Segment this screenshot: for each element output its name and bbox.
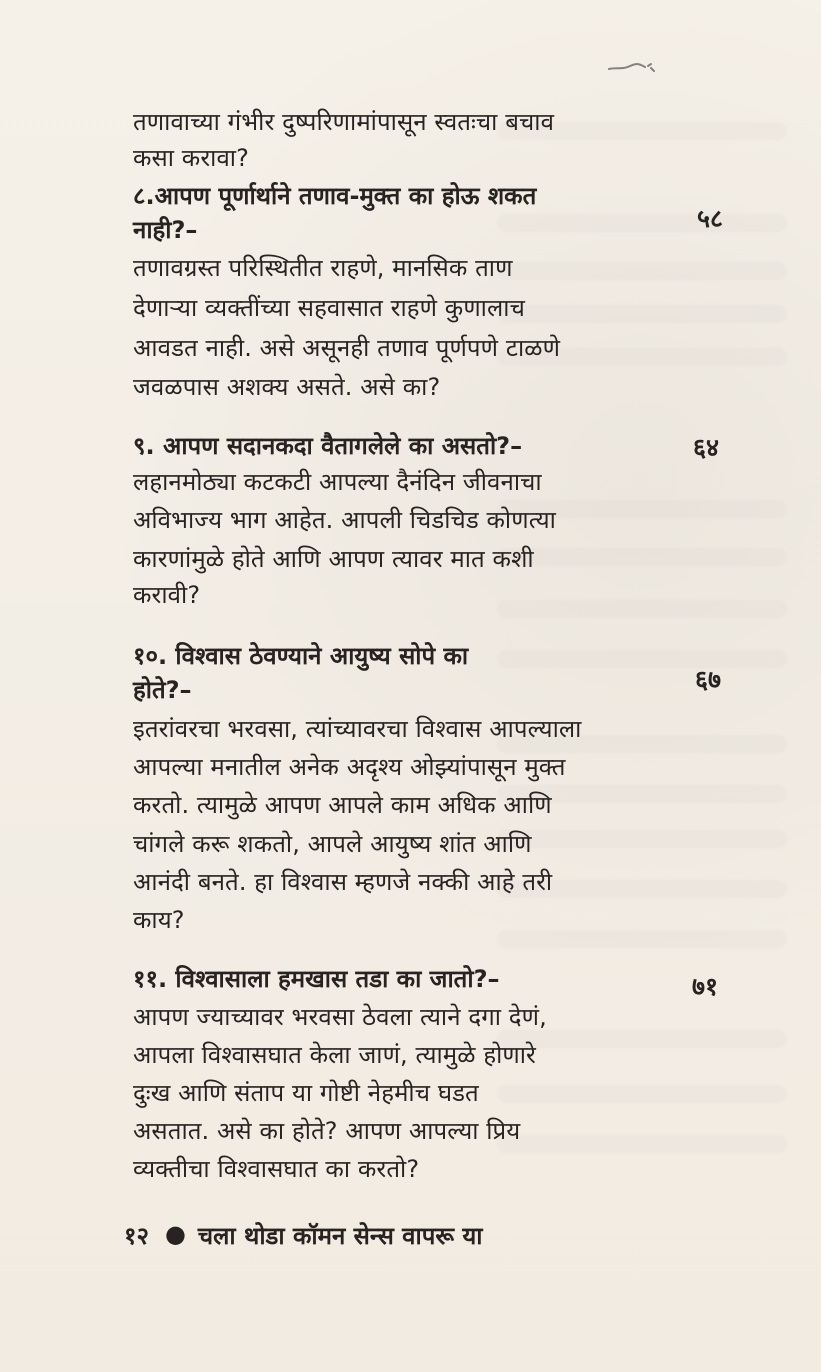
- show-through-line: [497, 650, 787, 668]
- section-body-line: कारणांमुळे होते आणि आपण त्यावर मात कशी: [133, 545, 534, 573]
- show-through-line: [497, 600, 787, 618]
- show-through-line: [497, 262, 787, 280]
- section-body-line: आनंदी बनते. हा विश्वास म्हणजे नक्की आहे तरी: [133, 868, 553, 896]
- section-heading: ८.आपण पूर्णार्थाने तणाव-मुक्त का होऊ शकत: [133, 182, 537, 210]
- section-body-line: इतरांवरचा भरवसा, त्यांच्यावरचा विश्वास आपल्याला: [133, 715, 582, 743]
- show-through-line: [497, 1085, 787, 1103]
- page-footer: [124, 1222, 483, 1250]
- section-page-number: ६७: [695, 665, 722, 694]
- section-body-line: करतो. त्यामुळे आपण आपले काम अधिक आणि: [133, 791, 552, 819]
- show-through-line: [497, 1030, 787, 1048]
- section-body-line: अविभाज्य भाग आहेत. आपली चिडचिड कोणत्या: [133, 506, 556, 534]
- section-body-line: जवळपास अशक्य असते. असे का?: [133, 373, 441, 401]
- show-through-line: [497, 214, 787, 232]
- show-through-line: [497, 930, 787, 948]
- section-heading: १०. विश्वास ठेवण्याने आयुष्य सोपे का: [133, 642, 469, 670]
- section-body-line: आपला विश्वासघात केला जाणं, त्यामुळे होणारे: [133, 1041, 536, 1069]
- section-body-line: दुःख आणि संताप या गोष्टी नेहमीच घडत: [133, 1079, 479, 1107]
- section-page-number: ६४: [693, 433, 720, 462]
- section-heading: ११. विश्वासाला हमखास तडा का जातो?–: [133, 965, 500, 993]
- section-body-line: काय?: [133, 906, 185, 934]
- section-body-line: असतात. असे का होते? आपण आपल्या प्रिय: [133, 1117, 521, 1145]
- footer-book-title: चला थोडा कॉमन सेन्स वापरू या: [197, 1222, 483, 1250]
- ink-smudge: [607, 58, 657, 76]
- intro-line: तणावाच्या गंभीर दुष्परिणामांपासून स्वतःचा बचाव: [133, 108, 555, 136]
- section-body-line: आपण ज्याच्यावर भरवसा ठेवला त्याने दगा देणं,: [133, 1003, 547, 1031]
- section-body-line: आवडत नाही. असे असूनही तणाव पूर्णपणे टाळणे: [133, 334, 561, 362]
- show-through-line: [497, 830, 787, 848]
- footer-page-number: १२: [124, 1222, 149, 1250]
- section-body-line: करावी?: [133, 581, 201, 609]
- section-heading: नाही?–: [133, 216, 198, 244]
- section-page-number: ५८: [697, 204, 724, 233]
- show-through-line: [497, 1135, 787, 1153]
- section-body-line: व्यक्तीचा विश्वासघात का करतो?: [133, 1155, 420, 1183]
- section-body-line: तणावग्रस्त परिस्थितीत राहणे, मानसिक ताण: [133, 254, 513, 282]
- footer-bullet: ●: [164, 1220, 186, 1248]
- section-body-line: देणाऱ्या व्यक्तींच्या सहवासात राहणे कुणालाच: [133, 294, 525, 322]
- show-through-line: [497, 305, 787, 323]
- show-through-line: [497, 548, 787, 566]
- section-page-number: ७१: [692, 972, 719, 1001]
- section-heading: ९. आपण सदानकदा वैतागलेले का असतो?–: [133, 432, 523, 460]
- intro-line: कसा करावा?: [133, 144, 249, 172]
- section-heading: होते?–: [133, 676, 192, 704]
- section-body-line: लहानमोठ्या कटकटी आपल्या दैनंदिन जीवनाचा: [133, 468, 542, 496]
- section-body-line: चांगले करू शकतो, आपले आयुष्य शांत आणि: [133, 830, 532, 858]
- section-body-line: आपल्या मनातील अनेक अदृश्य ओझ्यांपासून मुक्त: [133, 753, 566, 781]
